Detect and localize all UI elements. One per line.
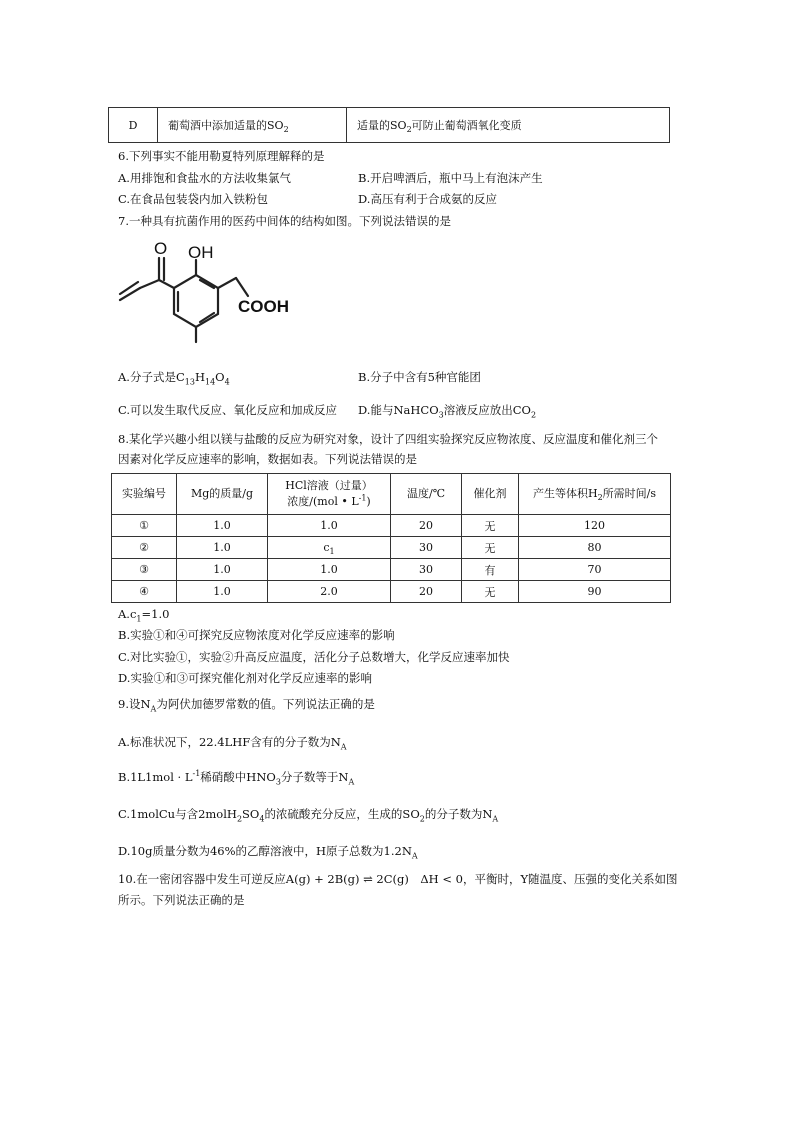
q10-stem-line1: 10.在一密闭容器中发生可逆反应A(g) + 2B(g) ⇌ 2C(g) ΔH < 0，平衡时，Y随温度、压强的变化关系如图 [118, 872, 678, 886]
q8-option-b: B.实验①和④可探究反应物浓度对化学反应速率的影响 [118, 628, 395, 642]
q8-data-table [111, 473, 671, 603]
cell-id: ① [112, 515, 177, 537]
header-time: 产生等体积$H_2$所需时间/s [519, 474, 671, 515]
cell-catalyst: 有 [462, 559, 519, 581]
cell-catalyst: 无 [462, 515, 519, 537]
struct-oh-label: OH [188, 243, 214, 262]
cell-id: ③ [112, 559, 177, 581]
header-hcl-conc: HCl溶液（过量） 浓度/(mol • $L^{-1}$) [268, 474, 391, 515]
cell-mass: 1.0 [177, 559, 268, 581]
cell-catalyst: 无 [462, 537, 519, 559]
cell-conc: 1.0 [268, 515, 391, 537]
struct-cooh-label: COOH [238, 297, 289, 316]
table-row [112, 537, 671, 559]
q8-stem-line1: 8.某化学兴趣小组以镁与盐酸的反应为研究对象，设计了四组实验探究反应物浓度、反应温度和催化剂三个 [118, 432, 658, 446]
reason-cell: 适量的$SO_2$可防止葡萄酒氧化变质 [347, 108, 670, 143]
cell-time: 80 [519, 537, 671, 559]
measure-cell: 葡萄酒中添加适量的$SO_2$ [158, 108, 347, 143]
cell-temp: 30 [391, 559, 462, 581]
header-experiment-no: 实验编号 [112, 474, 177, 515]
q7-option-b: B.分子中含有5种官能团 [358, 370, 481, 384]
q9-option-a: A.标准状况下，22.4LHF含有的分子数为$N_A$ [118, 735, 347, 752]
cell-time: 90 [519, 581, 671, 603]
cell-mass: 1.0 [177, 515, 268, 537]
cell-mass: 1.0 [177, 537, 268, 559]
cell-id: ④ [112, 581, 177, 603]
q7-option-c: C.可以发生取代反应、氧化反应和加成反应 [118, 403, 338, 417]
q7-option-d: D.能与NaHCO$_3$溶液反应放出$CO_2$ [358, 403, 537, 420]
q6-option-d: D.高压有利于合成氨的反应 [358, 192, 497, 206]
cell-id: ② [112, 537, 177, 559]
table-row [109, 108, 670, 143]
q9-option-c: C.1molCu与含$2molH_2SO_4$的浓硫酸充分反应，生成的$SO_2$的分子数为$N_A$ [118, 807, 499, 824]
q6-option-b: B.开启啤酒后，瓶中马上有泡沫产生 [358, 171, 543, 185]
cell-mass: 1.0 [177, 581, 268, 603]
header-catalyst: 催化剂 [462, 474, 519, 515]
q9-stem: 9.设$N_A$为阿伏加德罗常数的值。下列说法正确的是 [118, 697, 375, 714]
q9-option-d: D.10g质量分数为46%的乙醇溶液中，H原子总数为$1.2N_A$ [118, 844, 418, 861]
table-row [112, 559, 671, 581]
molecule-structure [112, 236, 312, 348]
struct-o-label: O [154, 239, 168, 258]
row-label: D [109, 108, 158, 143]
q6-stem: 6.下列事实不能用勒夏特列原理解释的是 [118, 149, 325, 163]
cell-temp: 20 [391, 581, 462, 603]
q6-option-a: A.用排饱和食盐水的方法收集氯气 [118, 171, 291, 185]
table-header-row [112, 474, 671, 515]
top-table [108, 107, 670, 143]
cell-catalyst: 无 [462, 581, 519, 603]
q8-option-d: D.实验①和③可探究催化剂对化学反应速率的影响 [118, 671, 372, 685]
q7-stem: 7.一种具有抗菌作用的医药中间体的结构如图。下列说法错误的是 [118, 214, 451, 228]
table-row [112, 581, 671, 603]
q10-stem-line2: 所示。下列说法正确的是 [118, 893, 245, 907]
header-temperature: 温度/℃ [391, 474, 462, 515]
q8-option-c: C.对比实验①，实验②升高反应温度，活化分子总数增大，化学反应速率加快 [118, 650, 510, 664]
cell-time: 70 [519, 559, 671, 581]
header-mg-mass: Mg的质量/g [177, 474, 268, 515]
table-row [112, 515, 671, 537]
cell-temp: 20 [391, 515, 462, 537]
cell-conc: $c_1$ [268, 537, 391, 559]
cell-conc: 2.0 [268, 581, 391, 603]
cell-temp: 30 [391, 537, 462, 559]
q9-option-b: $B.1L1mol \cdot L^{-1}$稀硝酸中$HNO_3$分子数等于$N_A$ [118, 769, 355, 787]
cell-conc: 1.0 [268, 559, 391, 581]
q6-option-c: C.在食品包装袋内加入铁粉包 [118, 192, 269, 206]
q8-stem-line2: 因素对化学反应速率的影响，数据如表。下列说法错误的是 [118, 452, 417, 466]
q8-option-a: $A.c_1=1.0$ [118, 607, 170, 624]
cell-time: 120 [519, 515, 671, 537]
q7-option-a: A.分子式是$C_{13}H_{14}O_4$ [118, 370, 230, 387]
